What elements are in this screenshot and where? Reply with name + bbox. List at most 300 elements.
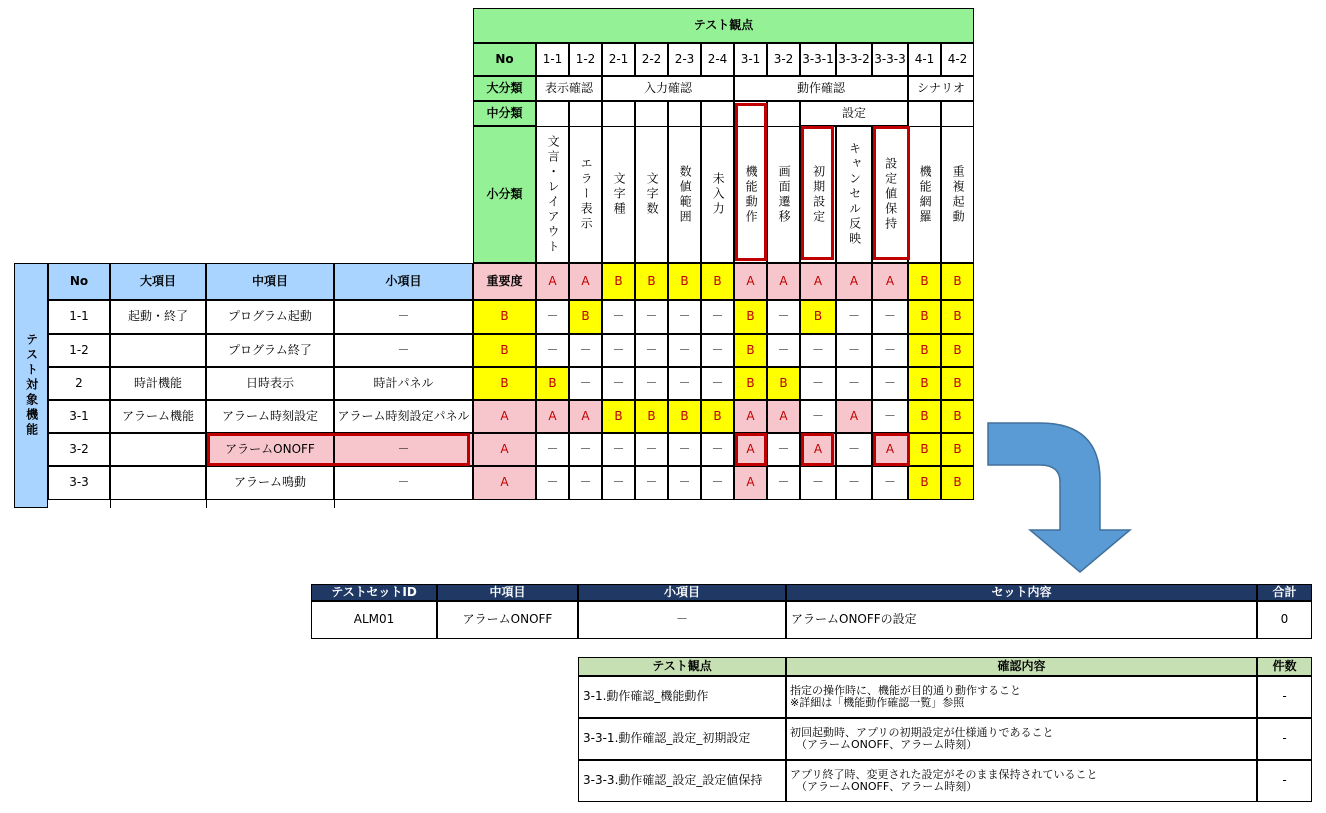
row-stub [334, 500, 335, 508]
matrix-value [602, 400, 635, 433]
matrix-value [836, 466, 872, 500]
matrix-value-text: － [546, 475, 559, 490]
row-importance [473, 466, 536, 500]
matrix-value [536, 334, 569, 367]
row-no [48, 300, 110, 334]
matrix-value [536, 367, 569, 400]
viewpoint-content [786, 718, 1257, 760]
col-importance [569, 263, 602, 300]
testset-content [786, 601, 1257, 639]
col-sho-text: 設定値保持 [883, 157, 898, 232]
row-chu-text: プログラム起動 [228, 309, 312, 324]
matrix-value [602, 367, 635, 400]
matrix-value [602, 334, 635, 367]
viewpoint-content [786, 676, 1257, 718]
matrix-value [836, 367, 872, 400]
matrix-value-text: B [746, 342, 755, 357]
matrix-value [767, 433, 800, 466]
row-header-text: 小項目 [385, 273, 422, 288]
matrix-value [668, 300, 701, 334]
col-importance-text: B [614, 273, 623, 288]
col-sho [908, 126, 941, 263]
row-sho [334, 300, 473, 334]
matrix-value [701, 334, 734, 367]
testset-total [1257, 601, 1312, 639]
matrix-value-text: A [746, 408, 755, 423]
row-stub [206, 500, 207, 508]
col-no [836, 43, 872, 76]
label-sho-text: 小分類 [486, 186, 523, 201]
testset-id-text: ALM01 [353, 612, 395, 627]
dai-group-text: 入力確認 [643, 80, 692, 95]
col-no-text: 3-3-1 [802, 51, 834, 66]
viewpoint-content-line1: 初回起動時、アプリの初期設定が仕様通りであること [790, 725, 1054, 739]
col-importance-text: B [953, 273, 962, 288]
matrix-value [635, 334, 668, 367]
col-sho-text: 初期設定 [811, 164, 826, 225]
col-importance [908, 263, 941, 300]
matrix-value [602, 300, 635, 334]
row-sho [334, 400, 473, 433]
matrix-value [635, 400, 668, 433]
matrix-value [800, 300, 836, 334]
matrix-title [473, 8, 974, 43]
matrix-value-text: － [645, 309, 658, 324]
col-importance [602, 263, 635, 300]
row-importance-text: B [500, 375, 509, 390]
col-no [668, 43, 701, 76]
row-no [48, 400, 110, 433]
matrix-value [800, 400, 836, 433]
matrix-value-text: － [612, 342, 625, 357]
matrix-value [836, 433, 872, 466]
col-no-text: 2-4 [707, 51, 728, 66]
col-no-text: 3-3-2 [838, 51, 870, 66]
dai-group [734, 76, 908, 101]
matrix-value [941, 300, 974, 334]
dai-group-text: 動作確認 [796, 80, 845, 95]
label-juyo [473, 263, 536, 300]
viewpoint-header-text: 確認内容 [997, 658, 1046, 673]
col-no-text: 2-2 [641, 51, 662, 66]
col-importance [635, 263, 668, 300]
matrix-value [836, 400, 872, 433]
matrix-value [635, 367, 668, 400]
matrix-value [569, 367, 602, 400]
row-chu-text: アラーム時刻設定 [221, 408, 318, 423]
matrix-value [734, 334, 767, 367]
col-importance [701, 263, 734, 300]
matrix-value [941, 334, 974, 367]
matrix-value [872, 466, 908, 500]
matrix-value-text: B [614, 408, 623, 423]
matrix-value [767, 300, 800, 334]
row-header [334, 263, 473, 300]
matrix-value-text: － [883, 408, 896, 423]
matrix-value-text: － [847, 475, 860, 490]
viewpoint-count-text: - [1282, 689, 1287, 704]
matrix-value-text: B [581, 309, 590, 324]
matrix-value [668, 466, 701, 500]
matrix-value-text: B [920, 342, 929, 357]
col-sho [941, 126, 974, 263]
matrix-value [569, 334, 602, 367]
matrix-value-text: － [612, 309, 625, 324]
matrix-value [872, 367, 908, 400]
col-sho-text: 未入力 [711, 172, 726, 217]
matrix-value-text: － [883, 375, 896, 390]
label-juyo-text: 重要度 [486, 273, 523, 288]
matrix-value-text: － [612, 441, 625, 456]
col-no-text: 4-1 [914, 51, 935, 66]
matrix-value [908, 367, 941, 400]
row-header-text: 大項目 [139, 273, 176, 288]
matrix-value [908, 466, 941, 500]
viewpoint-content-line2: （アラームONOFF、アラーム時刻） [796, 780, 978, 793]
matrix-value-text: B [746, 309, 755, 324]
matrix-value [734, 466, 767, 500]
row-chu [206, 367, 334, 400]
row-no-text: 2 [75, 375, 83, 390]
viewpoint-count [1257, 760, 1312, 802]
viewpoint-count [1257, 676, 1312, 718]
testset-header-text: 小項目 [663, 584, 700, 599]
col-chu-blank [767, 101, 800, 127]
viewpoint-content-line2: （アラームONOFF、アラーム時刻） [796, 738, 978, 751]
flow-arrow-icon [985, 420, 1135, 580]
viewpoint-name-text: 3-1.動作確認_機能動作 [583, 689, 709, 704]
matrix-value [908, 400, 941, 433]
matrix-value-text: B [953, 441, 962, 456]
side-label-text: テスト対象機能 [24, 333, 39, 438]
matrix-value-text: － [645, 441, 658, 456]
row-no-text: 1-1 [69, 309, 89, 324]
col-importance-text: A [885, 273, 895, 288]
matrix-value-text: － [777, 309, 790, 324]
row-dai-text: 起動・終了 [127, 309, 188, 324]
testset-content-text: アラームONOFFの設定 [791, 612, 917, 627]
row-chu [206, 300, 334, 334]
matrix-value [536, 300, 569, 334]
col-importance-text: A [581, 273, 590, 288]
matrix-value [734, 300, 767, 334]
matrix-value-text: A [746, 475, 755, 490]
col-sho [569, 126, 602, 263]
row-dai [110, 367, 206, 400]
row-dai [110, 466, 206, 500]
col-sho-text: 文言・レイアウト [546, 134, 561, 255]
testset-header [786, 584, 1257, 601]
testset-total-text: 0 [1280, 612, 1289, 627]
matrix-value-text: B [680, 408, 689, 423]
col-sho [836, 126, 872, 263]
matrix-value [941, 433, 974, 466]
row-chu-text: アラームONOFF [225, 441, 315, 456]
row-importance-text: B [500, 342, 509, 357]
matrix-value [668, 334, 701, 367]
matrix-value-text: B [920, 408, 929, 423]
matrix-value-text: － [811, 475, 824, 490]
row-importance [473, 367, 536, 400]
col-sho-text: 文字種 [612, 172, 627, 217]
viewpoint-count-text: - [1282, 773, 1287, 788]
matrix-value-text: B [920, 309, 929, 324]
col-chu-blank [569, 101, 602, 127]
matrix-value-text: B [746, 375, 755, 390]
highlight-col-3-3-1 [801, 126, 834, 260]
chu-group [800, 101, 908, 126]
row-sho-text: － [397, 309, 410, 324]
row-sho-text: － [397, 475, 410, 490]
col-sho [668, 126, 701, 263]
matrix-value-text: － [546, 342, 559, 357]
label-no [473, 43, 536, 76]
row-header [48, 263, 110, 300]
col-importance-text: B [647, 273, 656, 288]
matrix-value-text: B [548, 375, 557, 390]
viewpoint-name [578, 760, 786, 802]
row-chu-text: 日時表示 [245, 375, 294, 390]
col-importance [767, 263, 800, 300]
matrix-value [941, 400, 974, 433]
col-no-text: 2-3 [674, 51, 695, 66]
dai-group-text: 表示確認 [544, 80, 593, 95]
matrix-value [536, 466, 569, 500]
col-no [941, 43, 974, 76]
viewpoint-header-text: テスト観点 [652, 658, 712, 673]
matrix-value-text: － [612, 375, 625, 390]
viewpoint-header-text: 件数 [1272, 658, 1297, 673]
matrix-value-text: A [581, 408, 590, 423]
col-importance-text: B [713, 273, 722, 288]
testset-id [311, 601, 437, 639]
matrix-value-text: － [777, 441, 790, 456]
col-no [569, 43, 602, 76]
row-no [48, 334, 110, 367]
matrix-value-text: B [779, 375, 788, 390]
col-no-text: 3-3-3 [874, 51, 906, 66]
matrix-value [536, 433, 569, 466]
col-importance [800, 263, 836, 300]
testset-header-text: セット内容 [991, 584, 1052, 599]
col-sho-text: 文字数 [645, 172, 660, 217]
col-sho-text: キャンセル反映 [847, 142, 862, 247]
col-sho-text: 機能動作 [744, 164, 759, 225]
matrix-value [569, 433, 602, 466]
matrix-title-text: テスト観点 [693, 17, 754, 32]
col-importance [836, 263, 872, 300]
row-no [48, 466, 110, 500]
matrix-value [701, 367, 734, 400]
matrix-value-text: B [953, 375, 962, 390]
testset-chu-text: アラームONOFF [462, 612, 553, 627]
matrix-value-text: － [612, 475, 625, 490]
col-no [800, 43, 836, 76]
row-dai [110, 433, 206, 466]
matrix-value-text: － [847, 441, 860, 456]
col-importance-text: B [680, 273, 689, 288]
matrix-value [941, 466, 974, 500]
highlight-col-3-3-3 [873, 126, 910, 260]
matrix-value-text: B [953, 475, 962, 490]
testset-header [578, 584, 786, 601]
col-sho [767, 126, 800, 263]
col-no-text: 2-1 [608, 51, 629, 66]
matrix-value-text: A [849, 408, 859, 423]
matrix-value-text: B [813, 309, 823, 324]
matrix-value [872, 400, 908, 433]
col-importance-text: B [920, 273, 929, 288]
col-no [602, 43, 635, 76]
col-importance [536, 263, 569, 300]
matrix-value-text: － [711, 475, 724, 490]
testset-sho [578, 601, 786, 639]
row-chu [206, 466, 334, 500]
col-no [701, 43, 734, 76]
viewpoint-header [578, 657, 786, 676]
matrix-value-text: － [811, 408, 824, 423]
matrix-value [872, 300, 908, 334]
row-sho-text: － [397, 342, 410, 357]
row-importance [473, 334, 536, 367]
row-importance-text: A [500, 441, 509, 456]
matrix-value-text: A [548, 408, 557, 423]
matrix-value [701, 300, 734, 334]
label-dai [473, 76, 536, 101]
matrix-value-text: － [645, 475, 658, 490]
matrix-value [908, 300, 941, 334]
matrix-value-text: － [811, 342, 824, 357]
testset-chu [437, 601, 578, 639]
row-importance [473, 400, 536, 433]
matrix-value [701, 466, 734, 500]
dai-group-text: シナリオ [917, 80, 965, 95]
row-chu [206, 334, 334, 367]
row-chu-text: プログラム終了 [228, 342, 312, 357]
matrix-value-text: B [920, 441, 929, 456]
row-importance-text: A [500, 475, 509, 490]
col-importance [734, 263, 767, 300]
row-dai [110, 334, 206, 367]
dai-group [536, 76, 602, 101]
testset-header-text: 合計 [1272, 584, 1297, 599]
matrix-value-text: B [647, 408, 656, 423]
matrix-value [668, 367, 701, 400]
col-sho-text: 機能網羅 [918, 164, 933, 225]
highlight-cell-a2 [801, 433, 834, 466]
matrix-value-text: － [811, 375, 824, 390]
matrix-value [734, 367, 767, 400]
row-sho-text: － [397, 441, 410, 456]
row-importance-text: A [500, 408, 509, 423]
col-no [908, 43, 941, 76]
matrix-value [767, 400, 800, 433]
viewpoint-name [578, 676, 786, 718]
matrix-value-text: － [711, 309, 724, 324]
dai-group [602, 76, 734, 101]
matrix-value-text: － [711, 375, 724, 390]
matrix-value [800, 466, 836, 500]
viewpoint-header [786, 657, 1257, 676]
matrix-value [941, 367, 974, 400]
testset-header [1257, 584, 1312, 601]
matrix-value-text: － [579, 342, 592, 357]
col-no-text: 4-2 [947, 51, 968, 66]
viewpoint-content [786, 760, 1257, 802]
col-chu-blank [908, 101, 941, 127]
matrix-value-text: － [546, 309, 559, 324]
matrix-value-text: － [883, 342, 896, 357]
col-sho-text: 重複起動 [951, 164, 966, 225]
row-sho [334, 367, 473, 400]
label-no-text: No [495, 51, 514, 66]
matrix-value-text: B [953, 309, 962, 324]
matrix-value [536, 400, 569, 433]
row-chu-text: アラーム鳴動 [233, 475, 306, 490]
col-no [536, 43, 569, 76]
matrix-value-text: － [546, 441, 559, 456]
col-sho [536, 126, 569, 263]
col-sho-text: エラー表示 [579, 157, 594, 232]
matrix-value-text: － [579, 475, 592, 490]
matrix-value-text: B [953, 408, 962, 423]
matrix-value [635, 466, 668, 500]
col-sho [701, 126, 734, 263]
col-sho [635, 126, 668, 263]
viewpoint-content-line1: 指定の操作時に、機能が目的通り動作すること [790, 683, 1021, 697]
matrix-value-text: － [711, 342, 724, 357]
col-no [734, 43, 767, 76]
matrix-value-text: － [645, 342, 658, 357]
testset-header [311, 584, 437, 601]
matrix-value [734, 400, 767, 433]
matrix-value-text: － [678, 309, 691, 324]
matrix-value [836, 334, 872, 367]
cutoff-mask [0, 508, 980, 568]
row-stub [110, 500, 111, 508]
matrix-value [800, 334, 836, 367]
matrix-value [836, 300, 872, 334]
matrix-value-text: － [847, 309, 860, 324]
row-importance [473, 300, 536, 334]
col-no [872, 43, 908, 76]
row-dai-text: 時計機能 [133, 375, 182, 390]
row-no [48, 433, 110, 466]
row-header-text: 中項目 [251, 273, 288, 288]
row-chu [206, 400, 334, 433]
matrix-value [668, 400, 701, 433]
viewpoint-header [1257, 657, 1312, 676]
row-no [48, 367, 110, 400]
col-importance-text: A [813, 273, 823, 288]
row-no-text: 1-2 [69, 342, 89, 357]
row-sho [334, 466, 473, 500]
matrix-value-text: － [678, 441, 691, 456]
testset-header [437, 584, 578, 601]
matrix-value-text: － [645, 375, 658, 390]
side-label [14, 263, 48, 508]
matrix-value [569, 400, 602, 433]
col-importance-text: A [849, 273, 859, 288]
col-chu-blank [941, 101, 974, 127]
col-importance [668, 263, 701, 300]
matrix-value-text: － [847, 342, 860, 357]
col-sho [602, 126, 635, 263]
matrix-value-text: B [920, 475, 929, 490]
col-no [635, 43, 668, 76]
testset-header-text: テストセットID [331, 584, 417, 599]
row-header [110, 263, 206, 300]
